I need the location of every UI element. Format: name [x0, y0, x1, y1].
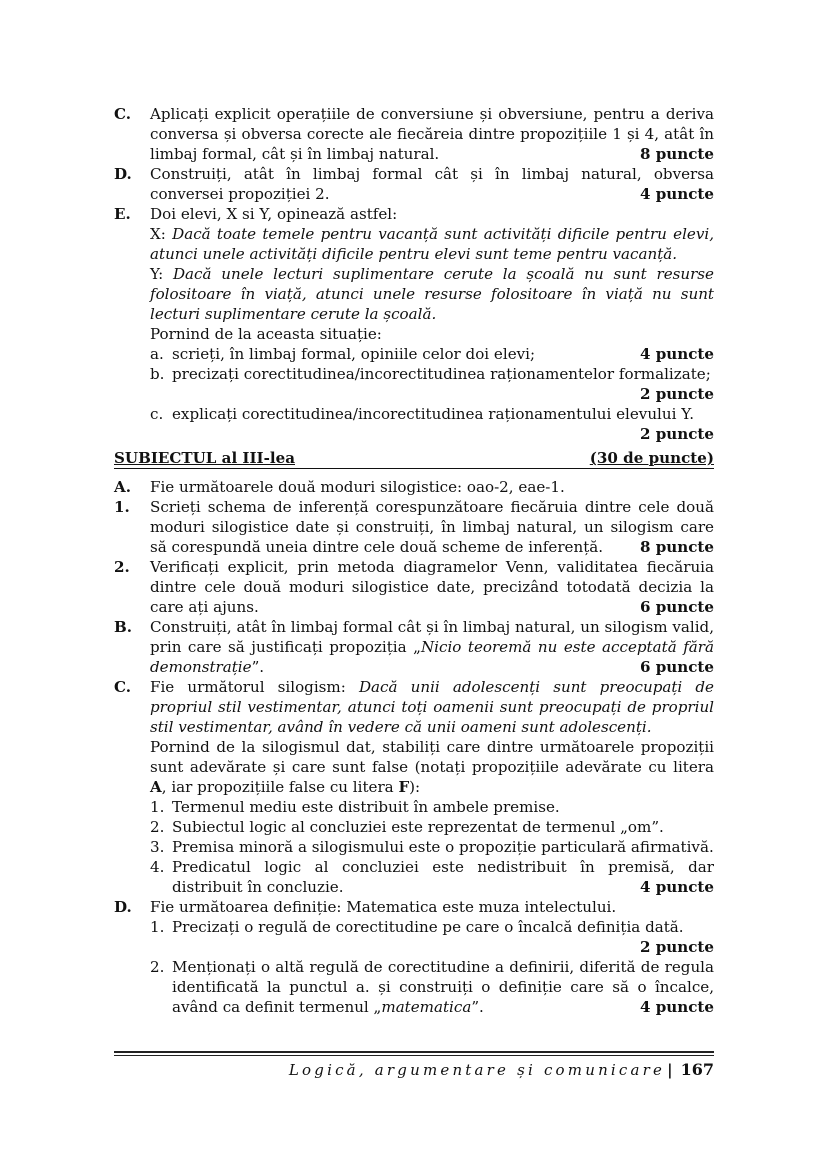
points-label: 4 puncte — [639, 345, 714, 363]
footer-title: Logică, argumentare și comunicare — [288, 1060, 666, 1079]
quoted-proposition: Nicio teoremă nu este acceptată fără demonstrație — [150, 638, 714, 676]
item-marker: A. — [114, 478, 131, 496]
statement-1: 1. Termenul mediu este distribuit în ambele premise. — [150, 798, 560, 816]
item-marker: 2. — [114, 558, 130, 576]
student-x-opinion: X: Dacă toate temele pentru vacanță sunt activități dificile pentru elevi, atunci unele activități dificile pentru elevi sunt teme pentru vacanță. — [150, 225, 714, 263]
points-label: 4 puncte — [639, 998, 714, 1016]
item-marker: 1. — [114, 498, 130, 516]
points-label: 2 puncte — [639, 938, 714, 956]
points-label: 8 puncte — [639, 145, 714, 163]
points-label: 2 puncte — [639, 425, 714, 443]
item-d — [114, 897, 714, 1017]
syllogism-text: Dacă unii adolescenți sunt preocupați de propriul stil vestimentar, atunci toți oamenii sunt preocupați de propriul stil vestimentar, având în vedere că unii oameni sunt adolescenți. — [150, 678, 714, 736]
item-c: C. Fie următorul silogism: Dacă unii adolescenți sunt preocupați de propriul stil vestimentar, atunci toți oamenii sunt preocupați de propriul stil vestimentar, având în vedere că unii oameni sunt adolescenți. Pornind de la silogismul dat, stabiliți care dintre următoarele propoziții sunt adevărate și care sunt false (notați propozițiile adevărate cu litera A, iar propozițiile false cu litera F): 1. Termenul mediu este distribuit în ambele premise. 2. Subiectul logic al concluziei este reprezentat de termenul „om”. 3. Premisa minoră a silogismului este o propoziție particulară afirmativă. 4. Predicatul logic al concluziei este nedistribuit în premisă, dar distribuit în concluzie. 4 puncte — [114, 678, 714, 896]
subitem-d-2: 2. Menționați o altă regulă de corectitudine a definirii, diferită de regula identificată la punctul a. și construiți o definiție care să o încalce, având ca definit termenul „matematica”. 4 puncte — [150, 958, 714, 1016]
subitem-b: b. precizați corectitudinea/incorectitudinea raționamentelor formalizate; — [150, 365, 711, 383]
defined-term: matematica — [381, 998, 472, 1016]
item-text: Fie următoarea definiție: Matematica este muza intelectului. — [150, 898, 617, 916]
item-text: Scrieți schema de inferență corespunzătoare fiecăruia dintre cele două moduri silogistice date și construiți, în limbaj natural, un silogism care să corespundă uneia dintre cele două scheme de inferență. — [150, 498, 714, 556]
page-footer — [289, 1060, 714, 1079]
item-marker: D. — [114, 898, 132, 916]
item-marker: C. — [114, 678, 132, 696]
points-label: 6 puncte — [639, 598, 714, 616]
item-text: Doi elevi, X si Y, opinează astfel: — [150, 205, 398, 223]
item-a-2 — [114, 557, 714, 617]
statement-3: 3. Premisa minoră a silogismului este o propoziție particulară afirmativă. — [150, 838, 714, 856]
points-label: 4 puncte — [639, 878, 714, 896]
footer-rule-thin — [114, 1055, 714, 1056]
student-y-opinion: Y: Dacă unele lecturi suplimentare cerute la școală nu sunt resurse folositoare în viață, atunci unele resurse folositoare în viață nu sunt lecturi suplimentare cerute la școală. — [150, 265, 714, 323]
item-text: Verificați explicit, prin metoda diagramelor Venn, validitatea fiecăruia dintre cele două moduri silogistice date, precizând totodată decizia la care ați ajuns. — [150, 558, 714, 616]
item-marker: C. — [114, 105, 132, 123]
subitem-c: c. explicați corectitudinea/incorectitudinea raționamentului elevului Y. — [150, 405, 695, 423]
section-title: SUBIECTUL al III-lea — [114, 449, 295, 467]
item-e — [114, 204, 714, 444]
lead-text: Pornind de la aceasta situație: — [150, 325, 382, 343]
footer-rule — [114, 1051, 714, 1053]
item-a — [114, 477, 714, 497]
item-text: Construiți, atât în limbaj formal cât și în limbaj natural, obversa conversei propoziției 2. — [150, 165, 714, 203]
statement-2: 2. Subiectul logic al concluziei este reprezentat de termenul „om”. — [150, 818, 664, 836]
statement-4: 4. Predicatul logic al concluziei este nedistribuit în premisă, dar distribuit în concluzie. 4 puncte — [150, 858, 714, 896]
item-a-1 — [114, 497, 714, 557]
exam-page — [114, 104, 714, 1017]
section-points: (30 de puncte) — [589, 449, 714, 467]
subitem-a: a. scrieți, în limbaj formal, opiniile celor doi elevi; 4 puncte — [150, 345, 714, 363]
item-b: B. Construiți, atât în limbaj formal cât și în limbaj natural, un silogism valid, prin care să justificați propoziția „Nicio teoremă nu este acceptată fără demonstrație”. 6 puncte — [114, 618, 714, 676]
points-label: 4 puncte — [639, 185, 714, 203]
lead-text: Pornind de la silogismul dat, stabiliți care dintre următoarele propoziții sunt adevărate și care sunt false (notați propozițiile adevărate cu litera A, iar propozițiile false cu litera F): — [150, 738, 714, 796]
item-text: Aplicați explicit operațiile de conversiune și obversiune, pentru a deriva conversa și obversa corecte ale fiecăreia dintre propozițiile 1 și 4, atât în limbaj formal, cât și în limbaj natural. — [150, 105, 714, 163]
item-marker: D. — [114, 165, 132, 183]
item-c-top — [114, 104, 714, 164]
item-marker: B. — [114, 618, 133, 636]
subitem-d-1: 1. Precizați o regulă de corectitudine pe care o încalcă definiția dată. — [150, 918, 684, 936]
points-label: 8 puncte — [639, 538, 714, 556]
points-label: 6 puncte — [639, 658, 714, 676]
points-label: 2 puncte — [639, 385, 714, 403]
item-marker: E. — [114, 205, 131, 223]
section-heading — [114, 444, 714, 469]
page-number: 167 — [680, 1060, 714, 1079]
item-text: Fie următoarele două moduri silogistice: oao-2, eae-1. — [150, 478, 565, 496]
item-d-top — [114, 164, 714, 204]
footer-separator: | — [667, 1060, 673, 1079]
